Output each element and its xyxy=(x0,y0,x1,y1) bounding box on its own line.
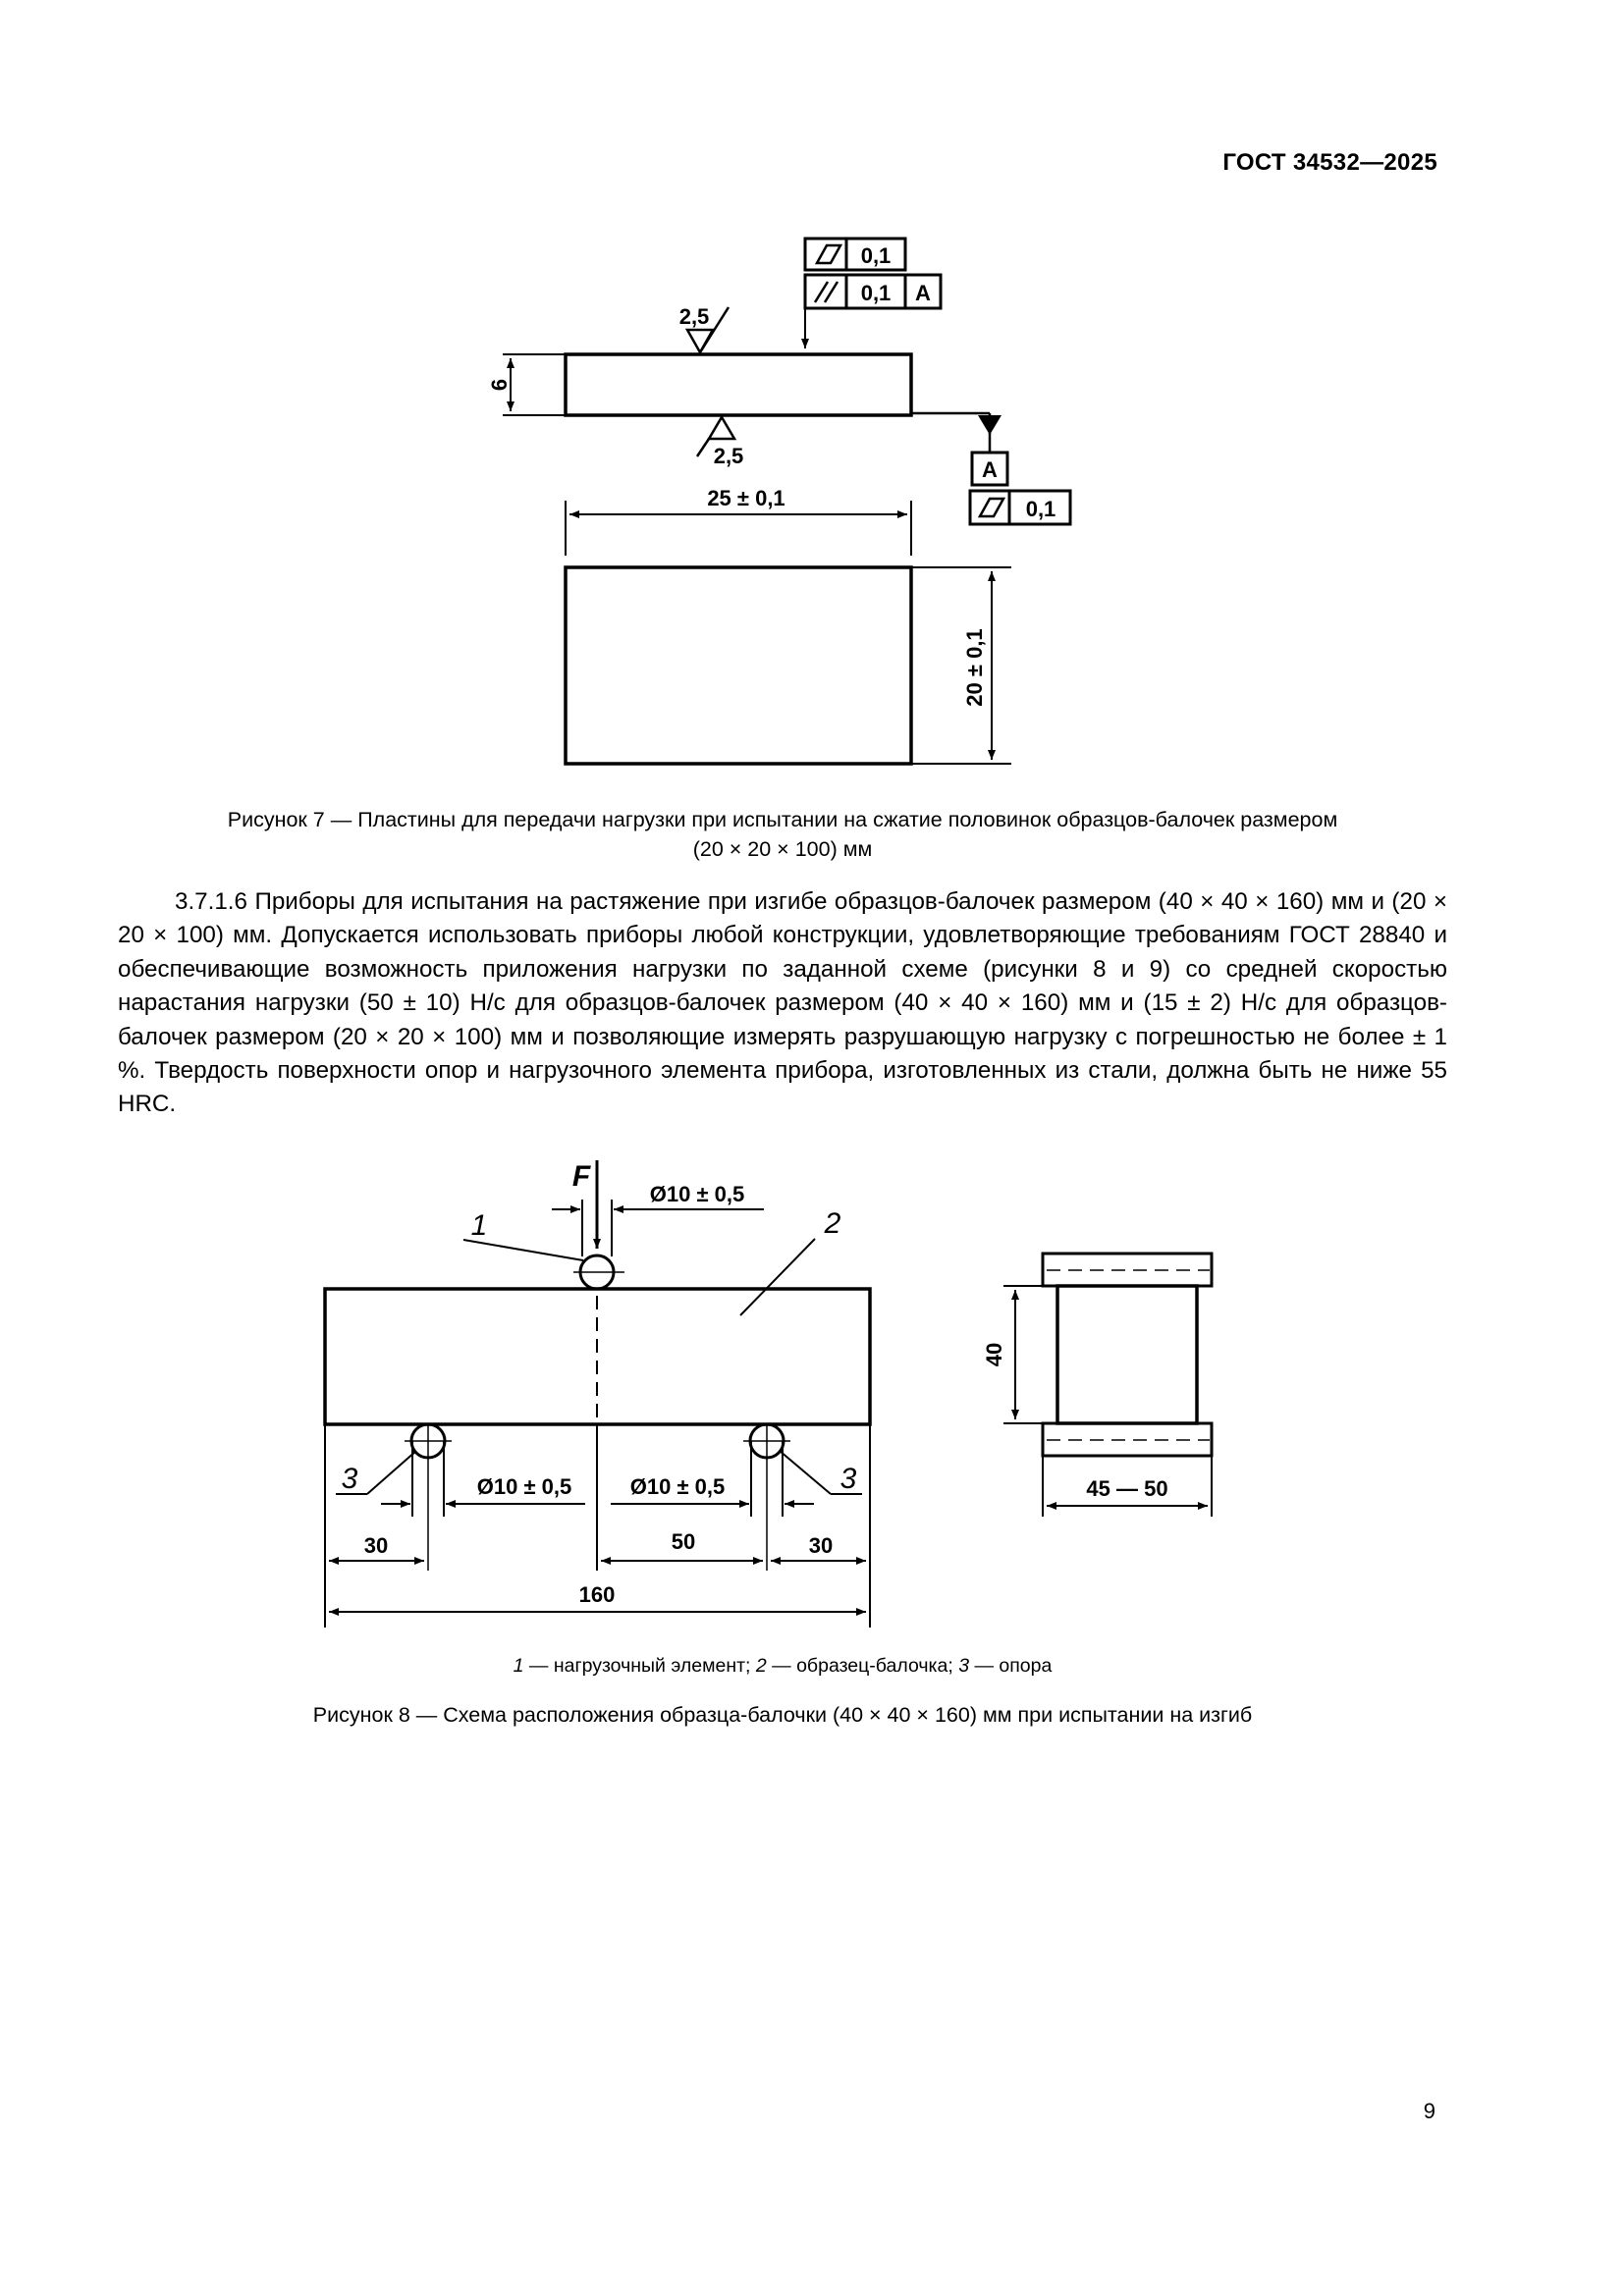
tolerance-value-flatness-bottom: 0,1 xyxy=(1025,497,1056,521)
dim-width-label: 20 ± 0,1 xyxy=(961,628,987,707)
label-2: 2 xyxy=(824,1207,841,1240)
dim-thickness-label: 6 xyxy=(486,378,512,392)
dim-diameter-support-right: Ø10 ± 0,5 xyxy=(629,1474,726,1499)
label-3-right: 3 xyxy=(839,1463,857,1495)
legend-num-2: 2 xyxy=(755,1655,767,1677)
leader-2 xyxy=(740,1239,815,1315)
paragraph-3-7-1-6: 3.7.1.6 Приборы для испытания на растяжение при изгибе образцов-балочек размером (40 × 40 × 160) мм и (20 × 20 × 100) мм. Допускается использовать приборы любой конструкции, удовлетворяющие требованиям ГОСТ 28840 и обеспечивающие возможность приложения нагрузки по заданной схеме (рисунки 8 и 9) со средней скоростью нарастания нагрузки (50 ± 10) Н/с для образцов-балочек размером (40 × 40 × 160) мм и (15 ± 2) Н/с для образцов-балочек размером (20 × 20 × 100) мм и позволяющие измерять разрушающую нагрузку с погрешностью не более ± 1 %. Твердость поверхности опор и нагрузочного элемента прибора, изготовленных из стали, должна быть не ниже 55 HRC. xyxy=(118,888,1447,1118)
legend-num-1: 1 xyxy=(513,1655,524,1677)
roughness-value-bottom: 2,5 xyxy=(713,444,744,468)
tolerance-value-parallelism: 0,1 xyxy=(860,281,892,305)
leader-3-left xyxy=(367,1451,416,1494)
force-label: F xyxy=(571,1160,591,1193)
dim-length-label: 25 ± 0,1 xyxy=(707,486,785,510)
legend-num-3: 3 xyxy=(958,1655,970,1677)
datum-label: A xyxy=(982,457,998,482)
legend-text-1: — нагрузочный элемент; xyxy=(523,1655,756,1677)
tolerance-value-flatness: 0,1 xyxy=(860,243,892,268)
figure-8-caption: Рисунок 8 — Схема расположения образца-балочки (40 × 40 × 160) мм при испытании на изгиб xyxy=(312,1703,1253,1727)
figure-7-caption-line2: (20 × 20 × 100) мм xyxy=(692,837,873,861)
roughness-value-top: 2,5 xyxy=(678,304,710,329)
dim-diameter-support-left: Ø10 ± 0,5 xyxy=(476,1474,572,1499)
document-header: ГОСТ 34532—2025 xyxy=(1222,149,1437,176)
dim-45-50: 45 — 50 xyxy=(1086,1476,1168,1501)
end-view xyxy=(1043,1254,1212,1456)
dim-30-right: 30 xyxy=(808,1533,834,1558)
figure-7-caption xyxy=(118,805,1447,864)
leader-1 xyxy=(463,1240,583,1260)
tolerance-datum-ref: A xyxy=(915,281,931,305)
legend-text-2: — образец-балочка; xyxy=(766,1655,959,1677)
figure-8-legend xyxy=(118,1655,1447,1678)
figure-7-drawing xyxy=(0,226,1624,775)
dim-thickness-lines xyxy=(503,354,566,415)
dim-50: 50 xyxy=(671,1529,696,1554)
datum-triangle xyxy=(978,415,1001,435)
plate-top-view xyxy=(566,567,911,764)
figure-7-caption-line1: Рисунок 7 — Пластины для передачи нагрузки при испытании на сжатие половинок образцов-балочек размером xyxy=(227,808,1338,831)
plate-side-view xyxy=(566,354,911,415)
page-number: 9 xyxy=(1423,2099,1435,2123)
dim-diameter-top: Ø10 ± 0,5 xyxy=(649,1182,745,1206)
label-1: 1 xyxy=(470,1209,488,1242)
figure-8-drawing xyxy=(0,1148,1624,1639)
dim-160: 160 xyxy=(578,1582,616,1607)
dim-40: 40 xyxy=(981,1342,1006,1367)
dim-diameter-top-lines xyxy=(552,1200,764,1256)
dim-30-left: 30 xyxy=(363,1533,389,1558)
label-3-left: 3 xyxy=(341,1463,358,1495)
leader-3-right xyxy=(780,1451,831,1494)
legend-text-3: — опора xyxy=(969,1655,1053,1677)
